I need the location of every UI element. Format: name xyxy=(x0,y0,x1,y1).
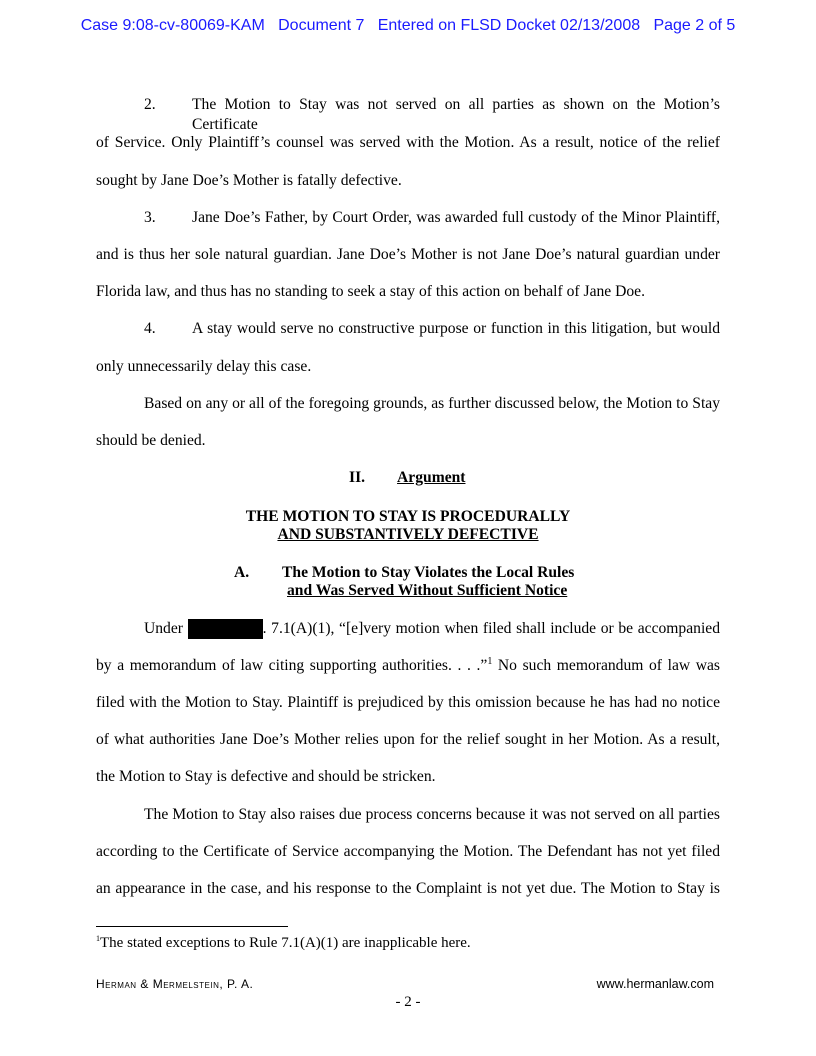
text-line: an appearance in the case, and his response to the Complaint is not yet due. The Motion to Stay is xyxy=(96,880,720,897)
text-line: according to the Certificate of Service accompanying the Motion. The Defendant has not yet filed xyxy=(96,843,720,860)
firm-website[interactable]: www.hermanlaw.com xyxy=(596,977,714,991)
text-line: The Motion to Stay was not served on all parties as shown on the Motion’s Certificate xyxy=(192,96,720,133)
text: . 7.1(A)(1), “[e]very motion when filed shall include or be accompanied xyxy=(262,620,721,637)
section-number: II. xyxy=(349,469,366,486)
text-line: of Service. Only Plaintiff’s counsel was served with the Motion. As a result, notice of the relief xyxy=(96,134,720,151)
text-line: should be denied. xyxy=(96,432,206,449)
paragraph-number: 2. xyxy=(144,96,156,113)
subheading-number: A. xyxy=(234,564,250,581)
text: by a memorandum of law citing supporting authorities. . . .” xyxy=(96,657,488,674)
text-line: Jane Doe’s Father, by Court Order, was awarded full custody of the Minor Plaintiff, xyxy=(192,209,720,226)
section-heading xyxy=(349,468,549,488)
paragraph-number: 3. xyxy=(144,209,156,226)
footnote-text: The stated exceptions to Rule 7.1(A)(1) are inapplicable here. xyxy=(100,935,471,951)
subheading: and Was Served Without Sufficient Notice xyxy=(287,582,568,599)
argument-heading: THE MOTION TO STAY IS PROCEDURALLY xyxy=(245,508,571,525)
text: No such memorandum of law was xyxy=(492,657,720,674)
section-title: Argument xyxy=(397,469,466,486)
page-number: - 2 - xyxy=(395,994,421,1010)
text-line: filed with the Motion to Stay. Plaintiff is prejudiced by this omission because he has had no notice xyxy=(96,694,720,711)
footnote-mark: 1 xyxy=(96,934,100,943)
docket-header: Case 9:08-cv-80069-KAM Document 7 Entered on FLSD Docket 02/13/2008 Page 2 of 5 xyxy=(80,17,736,34)
argument-heading: AND SUBSTANTIVELY DEFECTIVE xyxy=(277,526,539,543)
text-line: the Motion to Stay is defective and should be stricken. xyxy=(96,768,436,785)
text-line: only unnecessarily delay this case. xyxy=(96,358,312,375)
footnote-divider xyxy=(96,926,288,927)
firm-name: Herman & Mermelstein, P. A. xyxy=(96,977,254,991)
footnote-reference[interactable]: 1 xyxy=(487,655,493,667)
text-line: of what authorities Jane Doe’s Mother relies upon for the relief sought in her Motion. As a result, xyxy=(96,731,720,748)
text-line: Based on any or all of the foregoing grounds, as further discussed below, the Motion to Stay xyxy=(144,395,720,412)
footnote xyxy=(96,935,471,952)
paragraph-number: 4. xyxy=(144,320,156,337)
redaction-box xyxy=(188,619,263,639)
text-line: A stay would serve no constructive purpose or function in this litigation, but would xyxy=(192,320,720,337)
text-line xyxy=(144,619,720,639)
text-line: and is thus her sole natural guardian. Jane Doe’s Mother is not Jane Doe’s natural guardian under xyxy=(96,246,720,263)
text-line: Florida law, and thus has no standing to seek a stay of this action on behalf of Jane Doe. xyxy=(96,283,645,300)
text-line: sought by Jane Doe’s Mother is fatally defective. xyxy=(96,172,402,189)
text-line xyxy=(96,656,720,676)
text: Under xyxy=(144,620,183,637)
subheading: The Motion to Stay Violates the Local Rules xyxy=(282,564,575,581)
text-line: The Motion to Stay also raises due process concerns because it was not served on all parties xyxy=(144,806,720,823)
